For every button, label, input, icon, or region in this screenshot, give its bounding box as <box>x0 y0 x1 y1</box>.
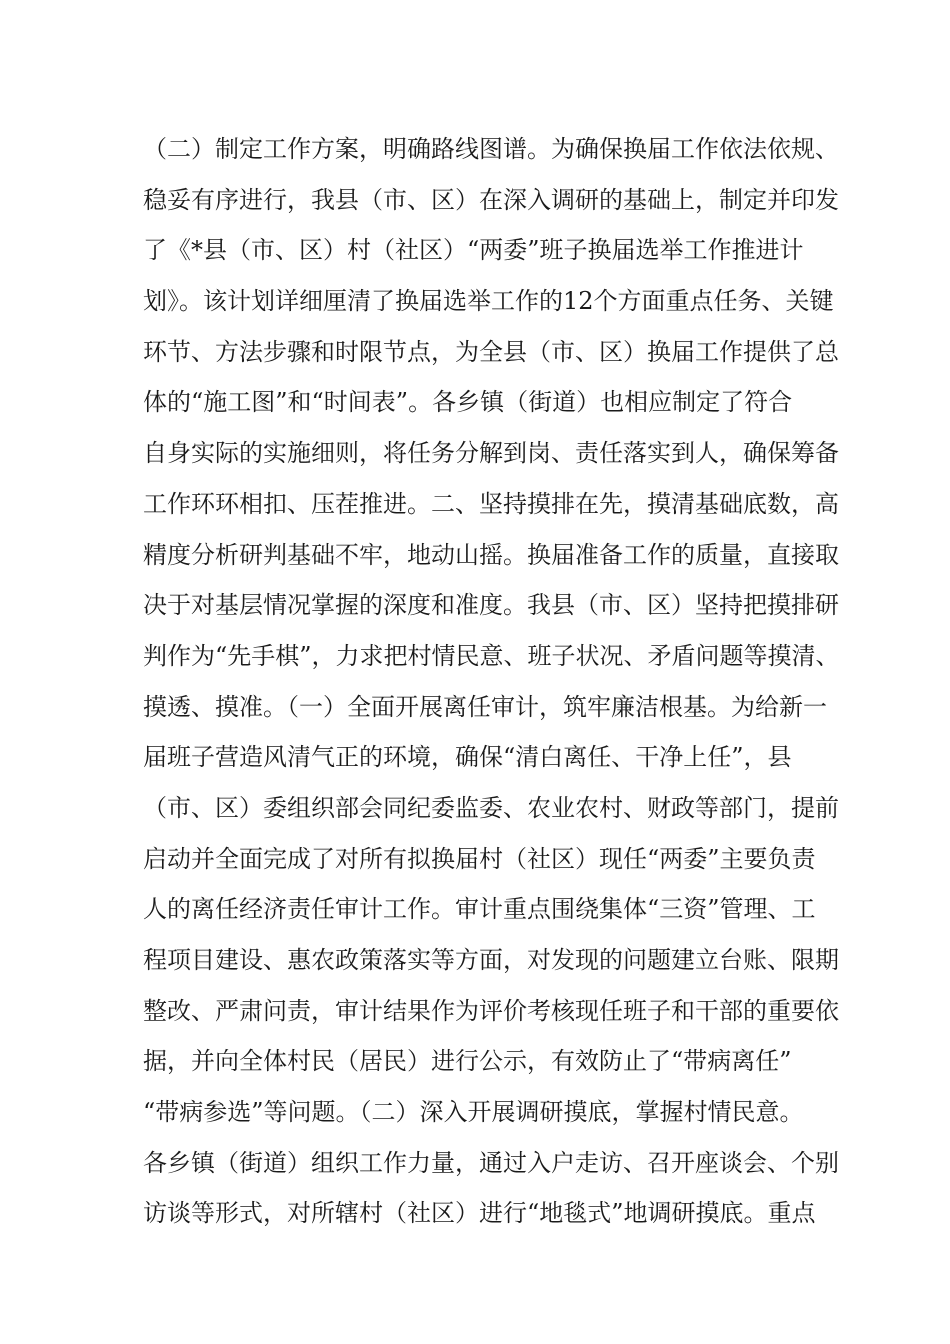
body-text <box>143 124 840 1239</box>
text-line: 各乡镇（街道）组织工作力量，通过入户走访、召开座谈会、个别 <box>143 1148 839 1177</box>
text-line: “带病参选”等问题。（二）深入开展调研摸底，掌握村情民意。 <box>143 1098 804 1127</box>
text-line: 划》。该计划详细厘清了换届选举工作的12个方面重点任务、关键 <box>143 287 834 316</box>
text-line: 程项目建设、惠农政策落实等方面，对发现的问题建立台账、限期 <box>143 946 839 974</box>
text-line: 人的离任经济责任审计工作。审计重点围绕集体“三资”管理、工 <box>143 895 816 924</box>
text-line: 判作为“先手棋”，力求把村情民意、班子状况、矛盾问题等摸清、 <box>143 641 840 670</box>
text-line: 了《*县（市、区）村（社区）“两委”班子换届选举工作推进计 <box>143 236 804 265</box>
text-line: 摸透、摸准。（一）全面开展离任审计，筑牢廉洁根基。为给新一 <box>143 692 827 721</box>
text-line: 决于对基层情况掌握的深度和准度。我县（市、区）坚持把摸排研 <box>143 591 839 620</box>
text-line: 据，并向全体村民（居民）进行公示，有效防止了“带病离任” <box>143 1047 792 1076</box>
text-line: 整改、严肃问责，审计结果作为评价考核现任班子和干部的重要依 <box>143 996 839 1025</box>
text-line: 环节、方法步骤和时限节点，为全县（市、区）换届工作提供了总 <box>143 337 839 366</box>
text-line: 工作环环相扣、压茬推进。二、坚持摸排在先，摸清基础底数，高 <box>143 489 839 518</box>
text-line: 访谈等形式，对所辖村（社区）进行“地毯式”地调研摸底。重点 <box>143 1199 816 1228</box>
text-line: 启动并全面完成了对所有拟换届村（社区）现任“两委”主要负责 <box>143 844 816 873</box>
text-line: （市、区）委组织部会同纪委监委、农业农村、财政等部门，提前 <box>143 793 839 822</box>
text-line: 稳妥有序进行，我县（市、区）在深入调研的基础上，制定并印发 <box>143 185 839 214</box>
text-line: 自身实际的实施细则，将任务分解到岗、责任落实到人，确保筹备 <box>143 439 839 468</box>
text-line: （二）制定工作方案，明确路线图谱。为确保换届工作依法依规、 <box>143 135 839 163</box>
text-line: 体的“施工图”和“时间表”。各乡镇（街道）也相应制定了符合 <box>143 388 793 417</box>
text-line: 精度分析研判基础不牢，地动山摇。换届准备工作的质量，直接取 <box>143 540 839 569</box>
text-line: 届班子营造风清气正的环境，确保“清白离任、干净上任”，县 <box>143 743 792 772</box>
